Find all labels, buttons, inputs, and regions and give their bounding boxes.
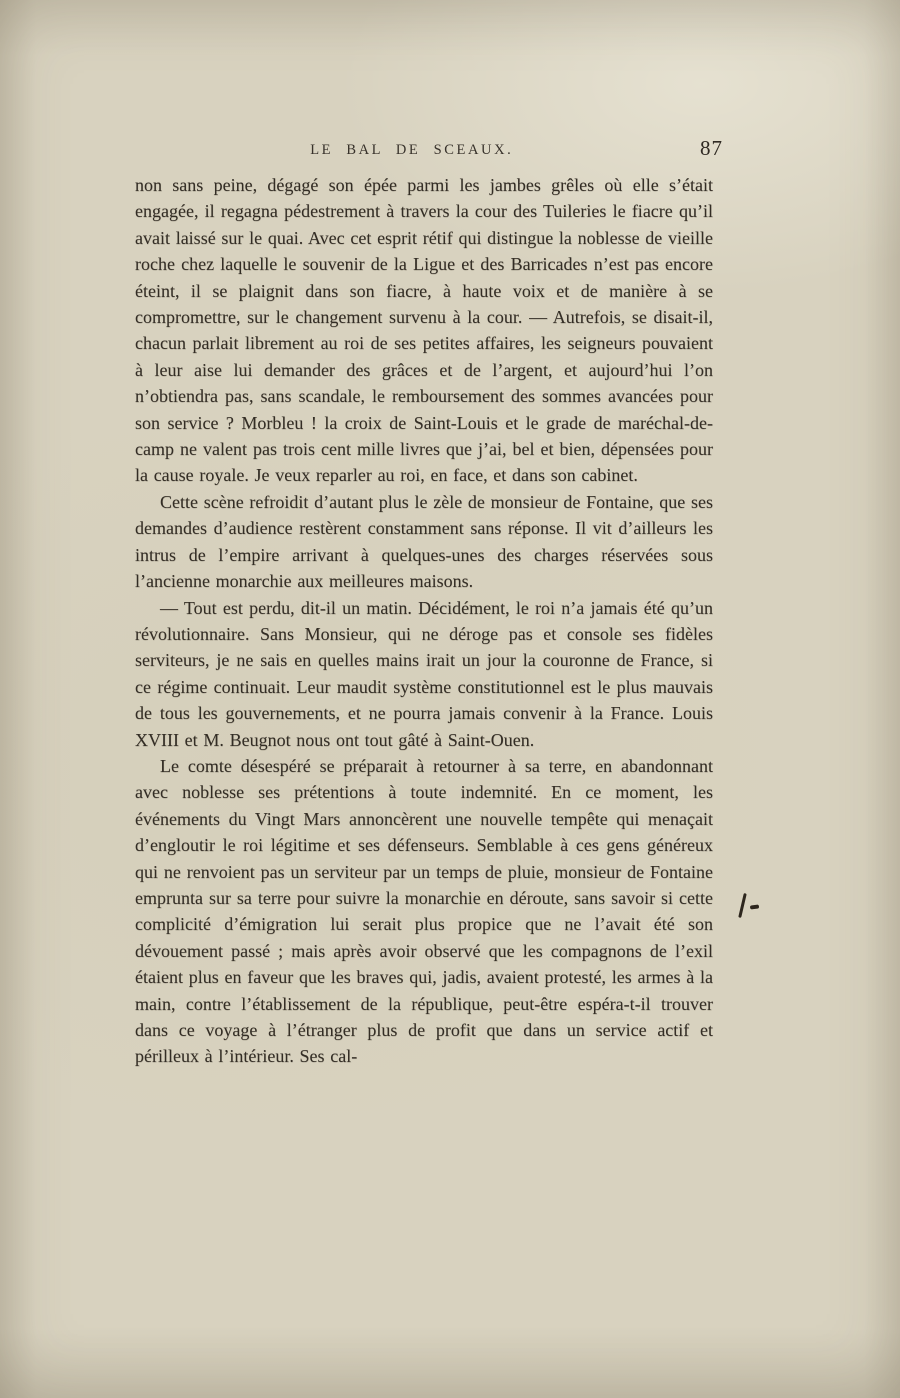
ink-dash-stroke bbox=[750, 904, 759, 909]
page-number: 87 bbox=[700, 136, 723, 160]
body-text bbox=[135, 172, 713, 1070]
page-header bbox=[135, 136, 723, 172]
paragraph: Cette scène refroidit d’autant plus le zèle de monsieur de Fontaine, que ses demandes d’audience restèrent constamment sans réponse. Il vit d’ailleurs les intrus de l’empire arrivant à quelques-unes des charges réservées sous l’ancienne monarchie aux meilleures maisons. bbox=[135, 491, 713, 592]
paragraph-continuation: non sans peine, dégagé son épée parmi les jambes grêles où elle s’était engagée, il regagna pédestrement à travers la cour des Tuileries le fiacre qu’il avait laissé sur le quai. Avec cet esprit rétif qui distingue la noblesse de vieille roche chez laquelle le souvenir de la Ligue et des Barricades n’est pas encore éteint, il se plaignit dans son fiacre, à haute voix et de manière à se compromettre, sur le changement survenu à la cour. — Autrefois, se disait-il, chacun parlait librement au roi de ses petites affaires, les seigneurs pouvaient à leur aise lui demander des grâces et de l’argent, et aujourd’hui l’on n’obtiendra pas, sans scandale, le remboursement des sommes avancées pour son service ? Morbleu ! la croix de Saint-Louis et le grade de maréchal-de-camp ne valent pas trois cent mille livres que j’ai, bel et bien, dépensées pour la cause royale. Je veux reparler au roi, en face, et dans son cabinet. bbox=[135, 175, 713, 486]
text-column bbox=[135, 136, 723, 1070]
ink-slash-stroke bbox=[738, 893, 747, 918]
paragraph: Le comte désespéré se préparait à retourner à sa terre, en abandonnant avec noblesse ses prétentions à toute indemnité. En ce moment, les événements du Vingt Mars annoncèrent une nouvelle tempête qui menaçait d’engloutir le roi légitime et ses défenseurs. Semblable à ces gens généreux qui ne renvoient pas un serviteur par un temps de pluie, monsieur de Fontaine emprunta sur sa terre pour suivre la monarchie en déroute, sans savoir si cette complicité d’émigration lui serait plus propice que ne l’avait été son dévouement passé ; mais après avoir observé que les compagnons de l’exil étaient plus en faveur que les braves qui, jadis, avaient protesté, les armes à la main, contre l’établissement de la république, peut-être espéra-t-il trouver dans ce voyage à l’étranger plus de profit que dans un service actif et périlleux à l’intérieur. Ses cal- bbox=[135, 755, 713, 1067]
margin-ink-mark bbox=[734, 892, 768, 924]
running-title: LE BAL DE SCEAUX. bbox=[310, 142, 514, 158]
paragraph: — Tout est perdu, dit-il un matin. Décidément, le roi n’a jamais été qu’un révolutionnaire. Sans Monsieur, qui ne déroge pas et console ses fidèles serviteurs, je ne sais en quelles mains irait un jour la couronne de France, si ce régime continuait. Leur maudit système constitutionnel est le plus mauvais de tous les gouvernements, et ne pourra jamais convenir à la France. Louis XVIII et M. Beugnot nous ont tout gâté à Saint-Ouen. bbox=[135, 597, 713, 750]
